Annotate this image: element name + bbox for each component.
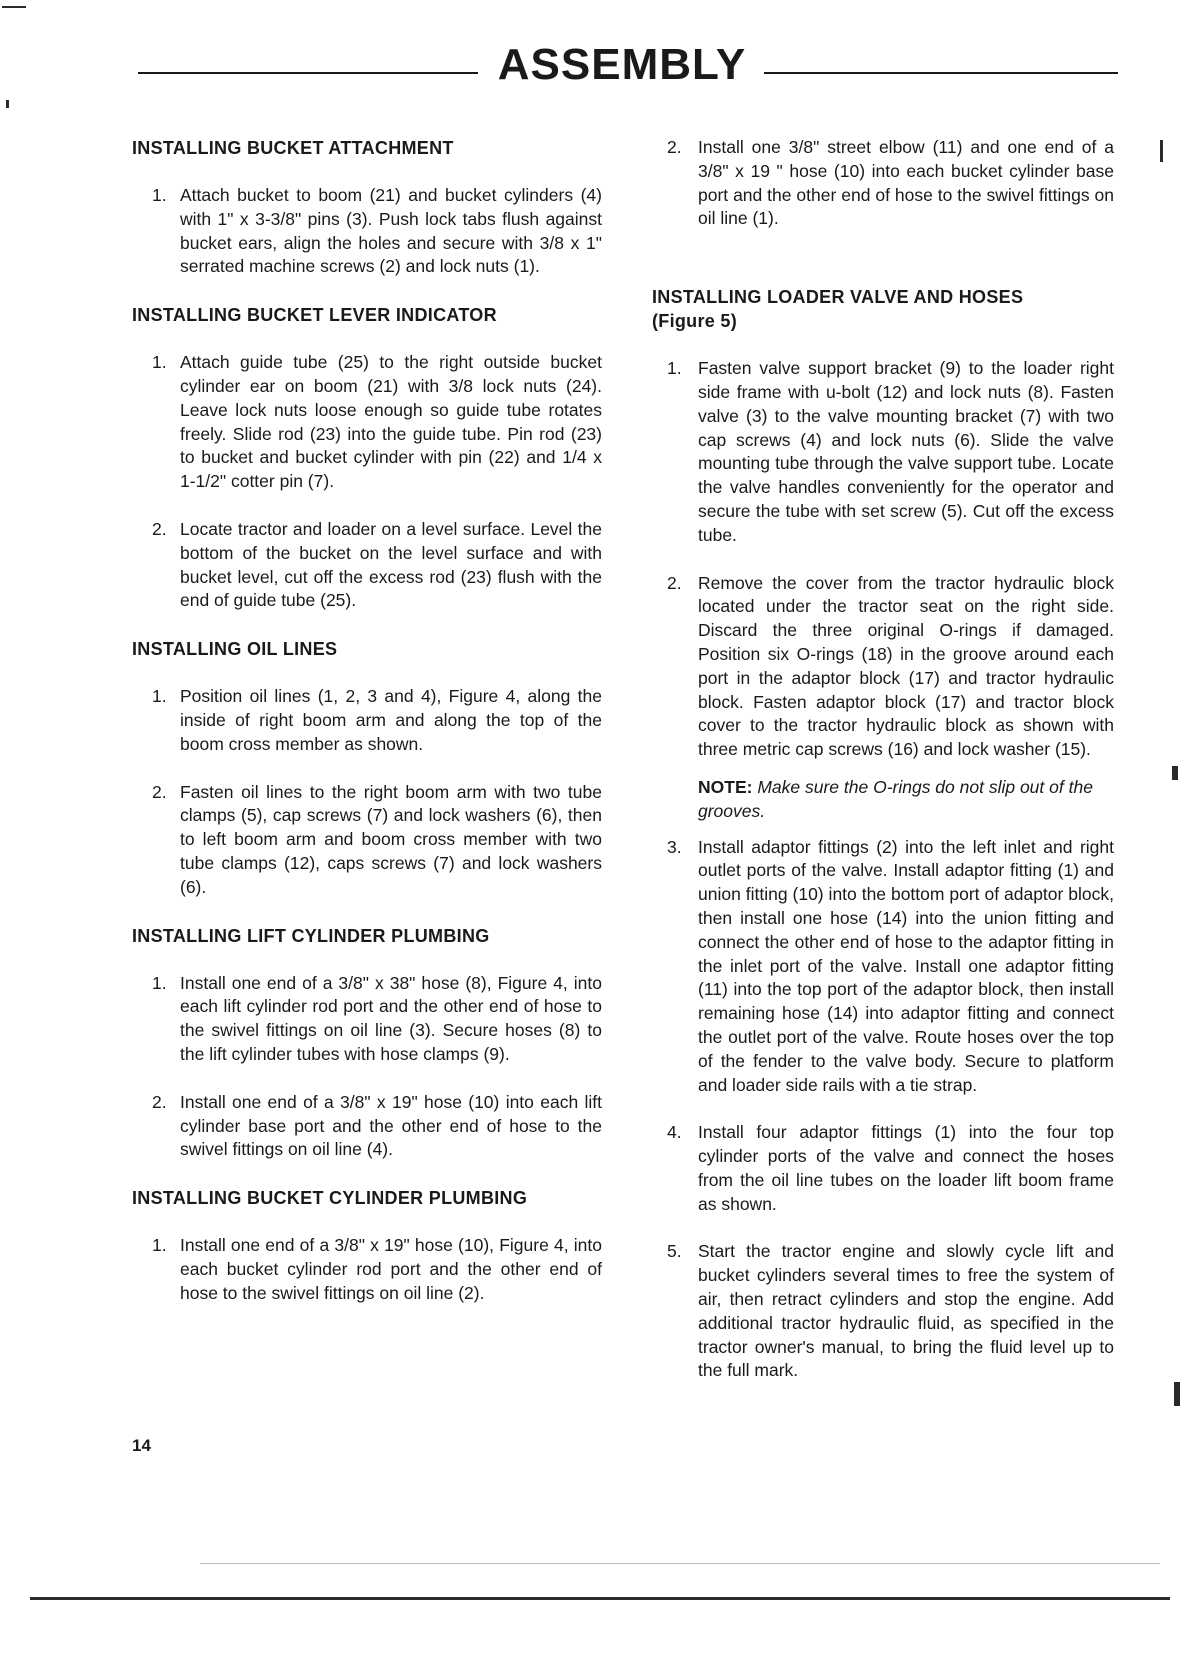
step-number: 1. <box>667 358 682 379</box>
section-lift-cylinder-plumbing <box>132 924 602 1163</box>
step-number: 2. <box>152 781 167 802</box>
section-bucket-attachment <box>132 136 602 279</box>
step <box>652 1121 1114 1216</box>
section-heading: INSTALLING LIFT CYLINDER PLUMBING <box>132 925 490 946</box>
margin-mark <box>1172 766 1178 780</box>
step-text: Fasten oil lines to the right boom arm with two tube clamps (5), cap screws (7) and lock washers (6), then to left boom arm and boom cross member with two tube clamps (12), caps screws (7) and lock washers (6). <box>180 781 602 897</box>
step-number: 2. <box>152 518 167 539</box>
step-number: 1. <box>152 972 167 993</box>
section-heading-title: INSTALLING LOADER VALVE AND HOSES <box>652 287 1024 308</box>
bottom-rule <box>30 1597 1170 1600</box>
section-heading <box>652 285 1114 333</box>
figure-reference: (Figure 5) <box>652 311 738 332</box>
section-heading: INSTALLING OIL LINES <box>132 639 338 660</box>
step-text: Start the tractor engine and slowly cycle lift and bucket cylinders several times to free the system of air, then retract cylinders and stop the engine. Add additional tractor hydraulic fluid, as specified in the tractor owner's manual, to bring the fluid level up to the full mark. <box>698 1241 1114 1381</box>
step <box>132 1091 602 1162</box>
left-column <box>132 136 602 1330</box>
page-title: ASSEMBLY <box>497 40 747 89</box>
section-loader-valve-hoses <box>652 285 1114 1383</box>
step <box>652 1240 1114 1383</box>
step-number: 2. <box>667 137 682 157</box>
step-text: Remove the cover from the tractor hydraulic block located under the tractor seat on the right side. Discard the three original O-rings if damaged. Position six O-rings (18) in the groove around each port in the adaptor block (17) and tractor hydraulic block. Fasten adaptor block (17) and tractor block cover to the tractor hydraulic block as shown with three metric cap screws (16) and lock washer (15). <box>698 572 1114 760</box>
section-heading: INSTALLING BUCKET CYLINDER PLUMBING <box>132 1188 528 1209</box>
note-label: NOTE: <box>698 776 753 797</box>
step-number: 2. <box>152 1091 167 1112</box>
step-text: Install four adaptor fittings (1) into the four top cylinder ports of the valve and connect the hoses from the oil line tubes on the loader lift boom frame as shown. <box>698 1122 1114 1214</box>
step <box>652 572 1114 762</box>
section-heading: INSTALLING BUCKET ATTACHMENT <box>132 138 454 158</box>
step-text: Install one end of a 3/8" x 38" hose (8), Figure 4, into each lift cylinder rod port and the other end of hose to the swivel fittings on oil line (3). Secure hoses (8) to the lift cylinder tubes with hose clamps (9). <box>180 972 602 1064</box>
step-number: 1. <box>152 352 167 373</box>
step <box>132 781 602 900</box>
step <box>132 1234 602 1305</box>
step-number: 5. <box>667 1241 682 1262</box>
step <box>132 685 602 756</box>
step <box>652 836 1114 1098</box>
section-oil-lines <box>132 637 602 899</box>
step <box>132 518 602 613</box>
section-heading: INSTALLING BUCKET LEVER INDICATOR <box>132 305 497 326</box>
step <box>132 184 602 279</box>
step-text: Install one 3/8" street elbow (11) and one end of a 3/8" x 19 " hose (10) into each bucket cylinder base port and the other end of hose to the swivel fittings on oil line (1). <box>698 137 1114 229</box>
bottom-rule-faint <box>200 1563 1160 1564</box>
step <box>652 136 1114 231</box>
step-number: 1. <box>152 1235 167 1256</box>
step-number: 1. <box>152 185 167 205</box>
step-text: Attach bucket to boom (21) and bucket cylinders (4) with 1" x 3-3/8" pins (3). Push lock tabs flush against bucket ears, align the holes and secure with 3/8 x 1" serrated machine screws (2) and lock nuts (1). <box>180 185 602 277</box>
margin-mark <box>1160 140 1163 162</box>
title-rule-right <box>764 72 1118 74</box>
step <box>132 351 602 494</box>
right-column <box>652 136 1114 1407</box>
step-text: Position oil lines (1, 2, 3 and 4), Figure 4, along the inside of right boom arm and along the top of the boom cross member as shown. <box>180 686 602 754</box>
step <box>652 357 1114 547</box>
page-header <box>138 40 1118 90</box>
note-text: Make sure the O-rings do not slip out of the grooves. <box>698 776 1093 821</box>
title-rule-left <box>138 72 478 74</box>
step-text: Install adaptor fittings (2) into the left inlet and right outlet ports of the valve. Install adaptor fitting (1) and union fitting (10) into the bottom port of adaptor block, then install one hose (14) into the union fitting and connect the other end of hose to the adaptor fitting in the inlet port of the valve. Install one adaptor fitting (11) into the top port of the adaptor block, then install remaining hose (14) into adaptor fitting and connect the outlet port of the valve. Route hoses over the top of the fender to the valve body. Secure to platform and loader side rails with a tie strap. <box>698 836 1114 1095</box>
note <box>652 776 1114 824</box>
step-number: 3. <box>667 836 682 857</box>
step <box>132 972 602 1067</box>
margin-mark <box>1174 1382 1180 1406</box>
page-number: 14 <box>132 1436 151 1455</box>
section-bucket-cylinder-plumbing <box>132 1186 602 1305</box>
margin-mark <box>2 6 26 8</box>
step-text: Locate tractor and loader on a level surface. Level the bottom of the bucket on the level surface and with bucket level, cut off the excess rod (23) flush with the end of guide tube (25). <box>180 518 602 611</box>
margin-mark <box>6 100 9 108</box>
step-text: Fasten valve support bracket (9) to the loader right side frame with u-bolt (12) and lock nuts (8). Fasten valve (3) to the valve mounting bracket (7) with two cap screws (4) and lock nuts (6). Slide the valve mounting tube through the valve support tube. Locate the valve handles conveniently for the operator and secure the tube with set screw (5). Cut off the excess tube. <box>698 358 1114 545</box>
section-bucket-lever-indicator <box>132 303 602 613</box>
step-number: 1. <box>152 686 167 707</box>
step-text: Attach guide tube (25) to the right outside bucket cylinder ear on boom (21) with 3/8 lock nuts (24). Leave lock nuts loose enough so guide tube rotates freely. Slide rod (23) into the guide tube. Pin rod (23) to bucket and bucket cylinder with pin (22) and 1/4 x 1-1/2" cotter pin (7). <box>180 352 602 492</box>
step-text: Install one end of a 3/8" x 19" hose (10) into each lift cylinder base port and the other end of hose to the swivel fittings on oil line (4). <box>180 1091 602 1160</box>
step-number: 2. <box>667 572 682 593</box>
step-text: Install one end of a 3/8" x 19" hose (10), Figure 4, into each bucket cylinder rod port and the other end of hose to the swivel fittings on oil line (2). <box>180 1235 602 1303</box>
step-number: 4. <box>667 1122 682 1143</box>
